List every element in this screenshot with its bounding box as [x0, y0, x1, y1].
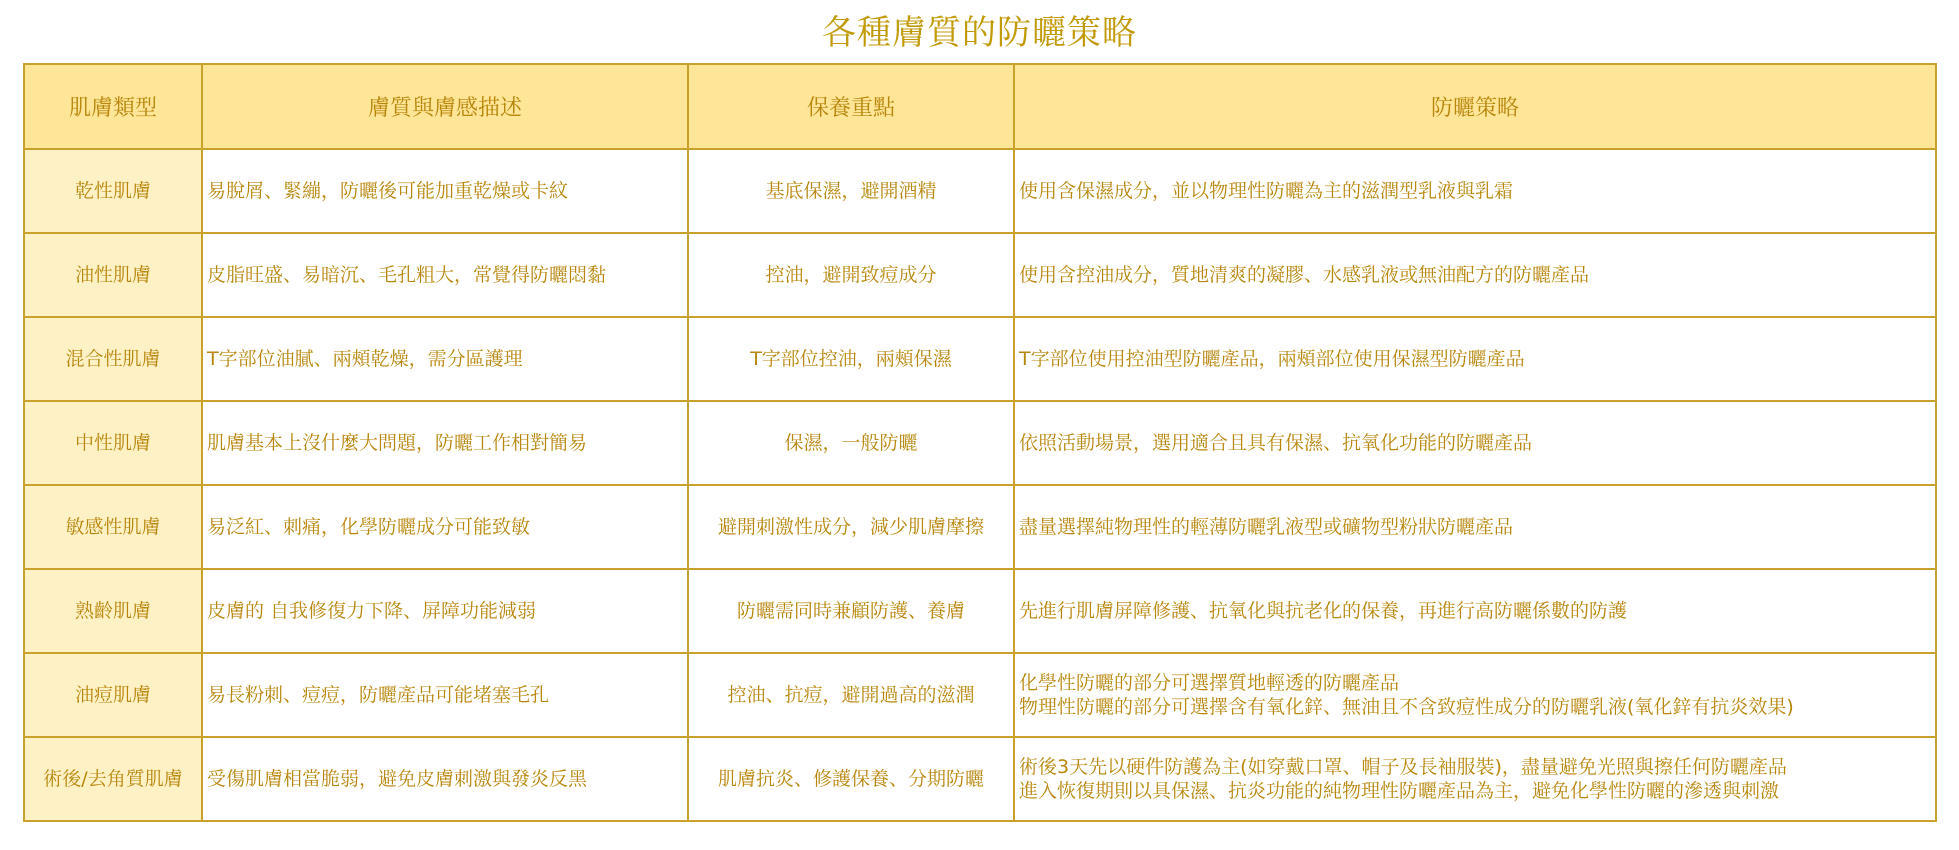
header-care-focus: 保養重點: [688, 64, 1014, 149]
skin-type-cell: 乾性肌膚: [24, 149, 202, 233]
table-row: [24, 149, 1936, 233]
care-focus-cell: 基底保濕，避開酒精: [688, 149, 1014, 233]
strategy-line: 盡量選擇純物理性的輕薄防曬乳液型或礦物型粉狀防曬產品: [1019, 516, 1514, 538]
care-focus-cell: 控油，避開致痘成分: [688, 233, 1014, 317]
care-focus-cell: T字部位控油，兩頰保濕: [688, 317, 1014, 401]
skin-type-cell: 油痘肌膚: [24, 653, 202, 737]
description-cell: 皮膚的 自我修復力下降、屏障功能減弱: [202, 569, 688, 653]
table-row: [24, 653, 1936, 737]
strategy-cell: [1014, 317, 1936, 401]
care-focus-cell: 控油、抗痘，避開過高的滋潤: [688, 653, 1014, 737]
strategy-line: 使用含保濕成分，並以物理性防曬為主的滋潤型乳液與乳霜: [1019, 180, 1514, 202]
description-cell: 皮脂旺盛、易暗沉、毛孔粗大，常覺得防曬悶黏: [202, 233, 688, 317]
strategy-cell: [1014, 569, 1936, 653]
skin-type-cell: 敏感性肌膚: [24, 485, 202, 569]
strategy-line: 使用含控油成分，質地清爽的凝膠、水感乳液或無油配方的防曬產品: [1019, 264, 1590, 286]
header-strategy: 防曬策略: [1014, 64, 1936, 149]
strategy-line: 進入恢復期則以具保濕、抗炎功能的純物理性防曬產品為主，避免化學性防曬的滲透與刺激: [1019, 780, 1780, 802]
care-focus-cell: 防曬需同時兼顧防護、養膚: [688, 569, 1014, 653]
strategy-cell: [1014, 737, 1936, 821]
description-cell: 肌膚基本上沒什麼大問題，防曬工作相對簡易: [202, 401, 688, 485]
strategy-cell: [1014, 653, 1936, 737]
strategy-line: 術後3天先以硬件防護為主(如穿戴口罩、帽子及長袖服裝)，盡量避免光照與擦任何防曬產品: [1019, 756, 1787, 778]
header-description: 膚質與膚感描述: [202, 64, 688, 149]
care-focus-cell: 避開刺激性成分，減少肌膚摩擦: [688, 485, 1014, 569]
header-row: [24, 64, 1936, 149]
table-row: [24, 485, 1936, 569]
strategy-cell: [1014, 401, 1936, 485]
care-focus-cell: 肌膚抗炎、修護保養、分期防曬: [688, 737, 1014, 821]
description-cell: T字部位油膩、兩頰乾燥，需分區護理: [202, 317, 688, 401]
header-skin-type: 肌膚類型: [24, 64, 202, 149]
description-cell: 易脫屑、緊繃，防曬後可能加重乾燥或卡紋: [202, 149, 688, 233]
strategy-line: 物理性防曬的部分可選擇含有氧化鋅、無油且不含致痘性成分的防曬乳液(氧化鋅有抗炎效果): [1019, 696, 1794, 718]
table-row: [24, 317, 1936, 401]
skin-type-cell: 中性肌膚: [24, 401, 202, 485]
description-cell: 受傷肌膚相當脆弱，避免皮膚刺激與發炎反黑: [202, 737, 688, 821]
skin-type-cell: 混合性肌膚: [24, 317, 202, 401]
skin-type-cell: 術後/去角質肌膚: [24, 737, 202, 821]
strategy-cell: [1014, 233, 1936, 317]
description-cell: 易泛紅、刺痛，化學防曬成分可能致敏: [202, 485, 688, 569]
table-row: [24, 569, 1936, 653]
care-focus-cell: 保濕，一般防曬: [688, 401, 1014, 485]
skin-type-cell: 油性肌膚: [24, 233, 202, 317]
skin-type-cell: 熟齡肌膚: [24, 569, 202, 653]
table-row: [24, 233, 1936, 317]
strategy-line: 先進行肌膚屏障修護、抗氧化與抗老化的保養，再進行高防曬係數的防護: [1019, 600, 1628, 622]
table-row: [24, 737, 1936, 821]
strategy-line: 化學性防曬的部分可選擇質地輕透的防曬產品: [1019, 672, 1400, 694]
table-row: [24, 401, 1936, 485]
strategy-line: 依照活動場景，選用適合且具有保濕、抗氧化功能的防曬產品: [1019, 432, 1533, 454]
description-cell: 易長粉刺、痘痘，防曬產品可能堵塞毛孔: [202, 653, 688, 737]
sunscreen-strategy-table: [23, 63, 1937, 822]
strategy-line: T字部位使用控油型防曬產品，兩頰部位使用保濕型防曬產品: [1019, 348, 1525, 370]
strategy-cell: [1014, 485, 1936, 569]
page-title: 各種膚質的防曬策略: [822, 13, 1137, 53]
strategy-cell: [1014, 149, 1936, 233]
